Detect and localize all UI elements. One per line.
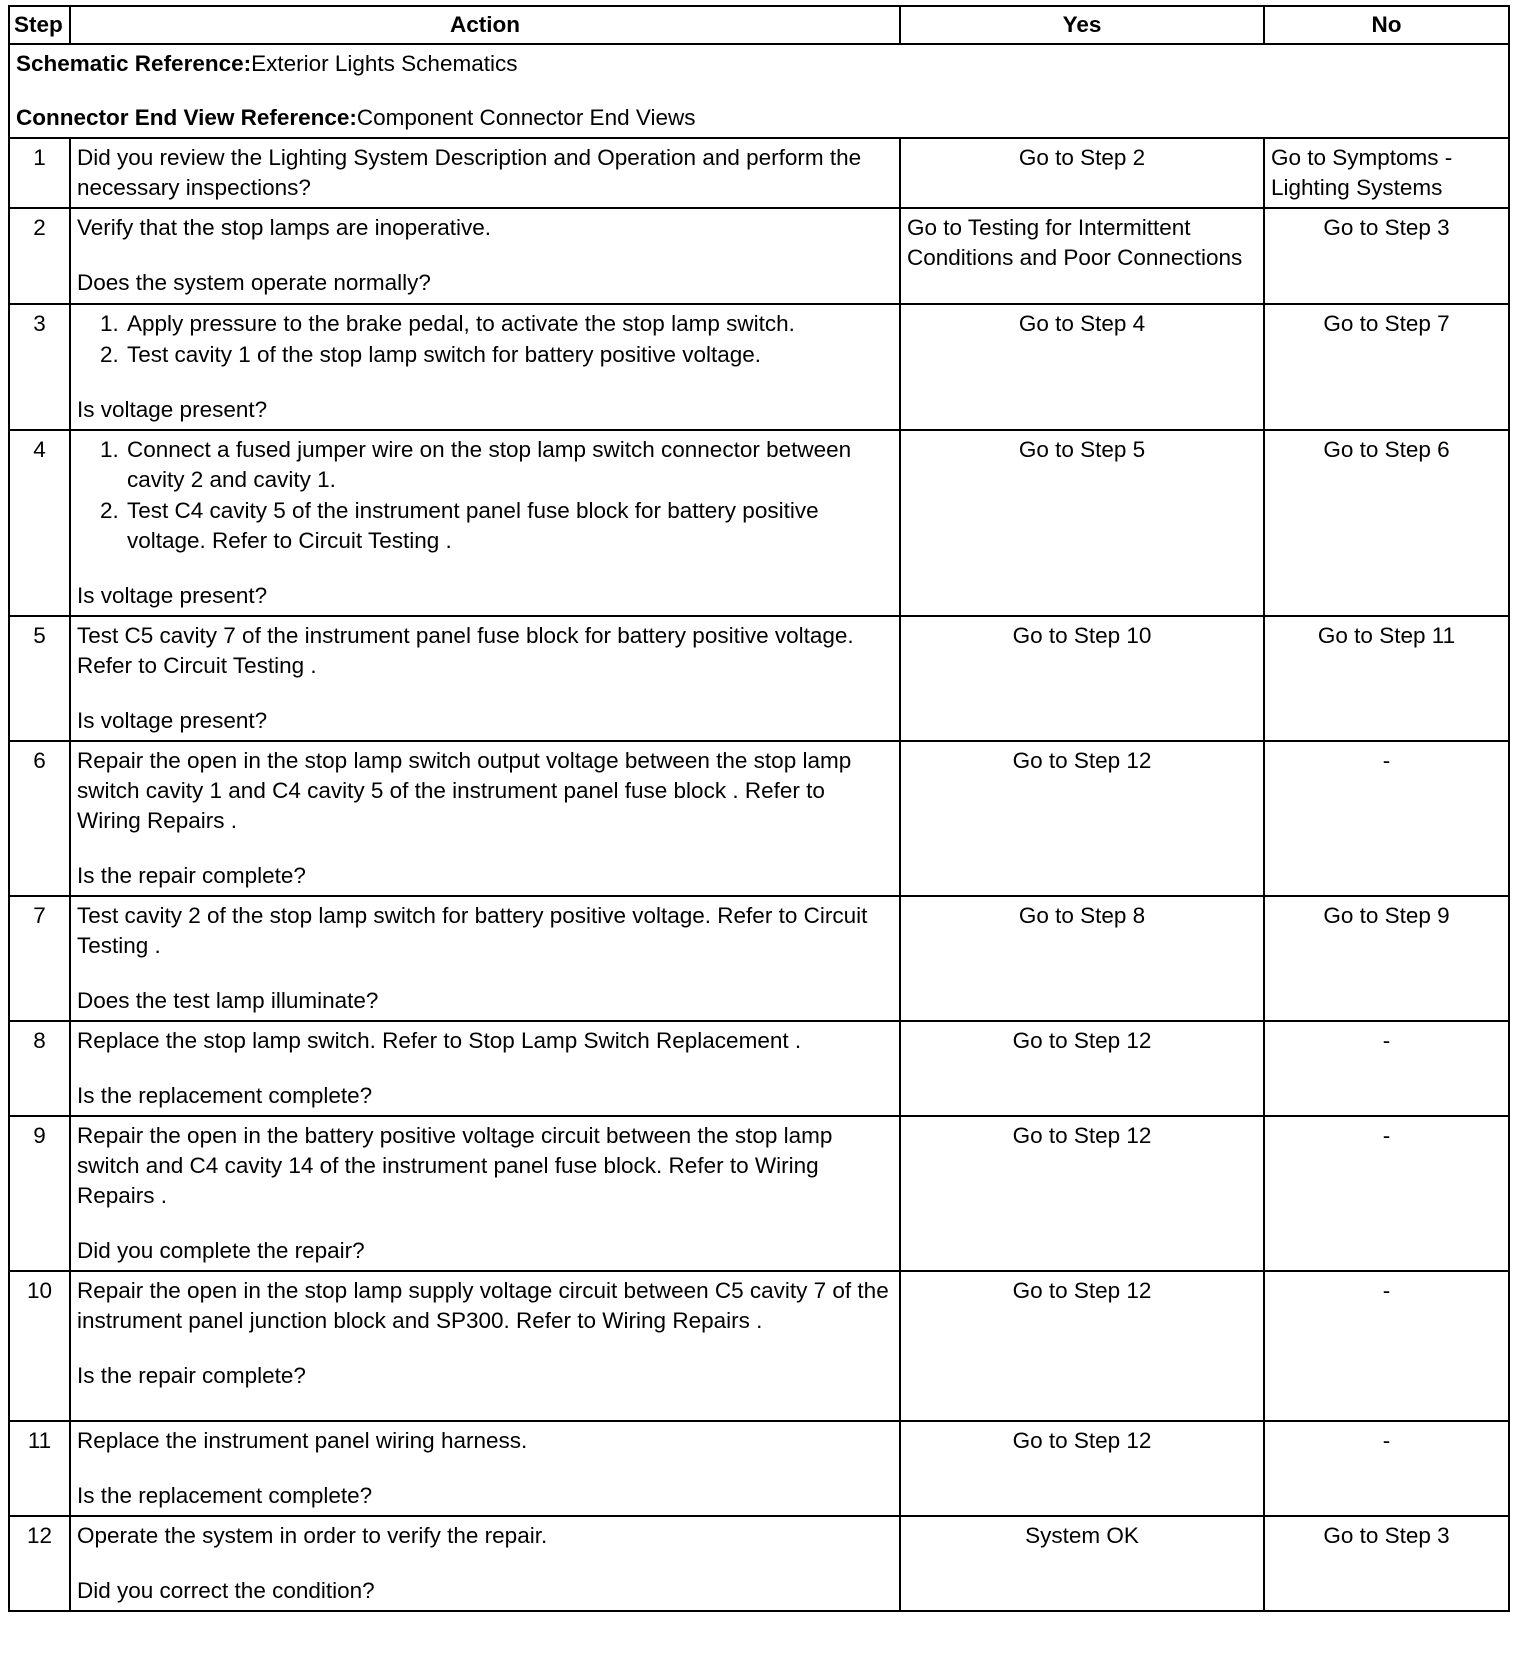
connector-reference-value: Component Connector End Views (356, 105, 696, 130)
action-text: Operate the system in order to verify the repair. (77, 1523, 548, 1548)
action-text: Verify that the stop lamps are inoperative. (77, 215, 491, 240)
action-cell (70, 896, 900, 1021)
action-question: Is the replacement complete? (77, 1483, 373, 1508)
action-question: Did you correct the condition? (77, 1578, 375, 1603)
action-cell (70, 1021, 900, 1116)
step-number: 6 (9, 741, 70, 896)
yes-cell: Go to Step 10 (900, 616, 1264, 741)
step-number: 1 (9, 138, 70, 208)
action-cell (70, 616, 900, 741)
table-row (9, 1516, 1509, 1611)
action-cell (70, 741, 900, 896)
table-row (9, 896, 1509, 1021)
action-cell (70, 1421, 900, 1516)
schematic-reference (16, 49, 1502, 79)
action-cell (70, 304, 900, 430)
yes-cell: Go to Step 12 (900, 1021, 1264, 1116)
reference-cell (9, 44, 1509, 138)
action-text: Repair the open in the stop lamp switch output voltage between the stop lamp switch cavity 1 and C4 cavity 5 of the instrument panel fuse block . Refer to Wiring Repairs . (77, 748, 852, 833)
schematic-reference-value: Exterior Lights Schematics (251, 51, 518, 76)
action-question: Does the system operate normally? (77, 270, 431, 295)
action-text: Replace the instrument panel wiring harness. (77, 1428, 528, 1453)
action-question: Did you complete the repair? (77, 1238, 365, 1263)
action-text: Did you review the Lighting System Description and Operation and perform the necessary inspections? (77, 145, 862, 200)
action-question: Is voltage present? (77, 708, 268, 733)
step-number: 11 (9, 1421, 70, 1516)
yes-cell: Go to Step 12 (900, 1271, 1264, 1421)
step-number: 9 (9, 1116, 70, 1271)
action-cell (70, 138, 900, 208)
no-cell: Go to Step 3 (1264, 1516, 1509, 1611)
table-row (9, 1021, 1509, 1116)
yes-cell: System OK (900, 1516, 1264, 1611)
table-row (9, 616, 1509, 741)
step-number: 2 (9, 208, 70, 304)
no-cell: Go to Step 6 (1264, 430, 1509, 616)
action-cell (70, 1116, 900, 1271)
substep-item: 2. Test C4 cavity 5 of the instrument panel fuse block for battery positive voltage. Refer to Circuit Testing . (125, 496, 893, 556)
table-row (9, 741, 1509, 896)
yes-cell: Go to Step 12 (900, 1116, 1264, 1271)
no-cell: Go to Step 3 (1264, 208, 1509, 304)
yes-cell: Go to Testing for Intermittent Conditions and Poor Connections (900, 208, 1264, 304)
substep-item: 1. Connect a fused jumper wire on the stop lamp switch connector between cavity 2 and cavity 1. (125, 435, 893, 495)
action-question: Is the repair complete? (77, 1363, 306, 1388)
step-number: 12 (9, 1516, 70, 1611)
header-step: Step (9, 6, 70, 44)
action-text: Repair the open in the battery positive voltage circuit between the stop lamp switch and C4 cavity 14 of the instrument panel fuse block. Refer to Wiring Repairs . (77, 1123, 833, 1208)
yes-cell: Go to Step 12 (900, 741, 1264, 896)
step-number: 5 (9, 616, 70, 741)
action-text: Test C5 cavity 7 of the instrument panel fuse block for battery positive voltage. Refer to Circuit Testing . (77, 623, 854, 678)
yes-cell: Go to Step 4 (900, 304, 1264, 430)
header-action: Action (70, 6, 900, 44)
table-row (9, 430, 1509, 616)
step-number: 8 (9, 1021, 70, 1116)
header-row (9, 6, 1509, 44)
step-number: 7 (9, 896, 70, 1021)
header-yes: Yes (900, 6, 1264, 44)
action-question: Is the repair complete? (77, 863, 306, 888)
step-number: 10 (9, 1271, 70, 1421)
no-cell: - (1264, 1271, 1509, 1421)
table-row (9, 1421, 1509, 1516)
action-question: Does the test lamp illuminate? (77, 988, 379, 1013)
diagnostic-table (8, 5, 1510, 1612)
no-cell: Go to Step 9 (1264, 896, 1509, 1021)
connector-reference-label: Connector End View Reference: (16, 105, 357, 130)
no-cell: Go to Step 11 (1264, 616, 1509, 741)
yes-cell: Go to Step 8 (900, 896, 1264, 1021)
substep-list (77, 435, 893, 556)
schematic-reference-label: Schematic Reference: (16, 51, 252, 76)
reference-row (9, 44, 1509, 138)
yes-cell: Go to Step 5 (900, 430, 1264, 616)
action-cell (70, 430, 900, 616)
no-cell: - (1264, 1421, 1509, 1516)
no-cell: - (1264, 1116, 1509, 1271)
step-number: 3 (9, 304, 70, 430)
yes-cell: Go to Step 2 (900, 138, 1264, 208)
table-row (9, 1271, 1509, 1421)
header-no: No (1264, 6, 1509, 44)
action-question: Is voltage present? (77, 583, 268, 608)
no-cell: Go to Step 7 (1264, 304, 1509, 430)
table-row (9, 304, 1509, 430)
table-row (9, 1116, 1509, 1271)
action-cell (70, 1271, 900, 1421)
action-question: Is voltage present? (77, 397, 268, 422)
step-number: 4 (9, 430, 70, 616)
action-text: Replace the stop lamp switch. Refer to Stop Lamp Switch Replacement . (77, 1028, 802, 1053)
substep-list (77, 309, 893, 370)
substep-item: 2. Test cavity 1 of the stop lamp switch for battery positive voltage. (125, 340, 893, 370)
connector-reference (16, 103, 1502, 133)
no-cell: Go to Symptoms - Lighting Systems (1264, 138, 1509, 208)
action-cell (70, 1516, 900, 1611)
action-text: Repair the open in the stop lamp supply voltage circuit between C5 cavity 7 of the instrument panel junction block and SP300. Refer to Wiring Repairs . (77, 1278, 889, 1333)
action-text: Test cavity 2 of the stop lamp switch for battery positive voltage. Refer to Circuit Testing . (77, 903, 868, 958)
substep-item: 1. Apply pressure to the brake pedal, to activate the stop lamp switch. (125, 309, 893, 339)
yes-cell: Go to Step 12 (900, 1421, 1264, 1516)
action-question: Is the replacement complete? (77, 1083, 373, 1108)
table-row (9, 208, 1509, 304)
no-cell: - (1264, 741, 1509, 896)
no-cell: - (1264, 1021, 1509, 1116)
table-row (9, 138, 1509, 208)
action-cell (70, 208, 900, 304)
